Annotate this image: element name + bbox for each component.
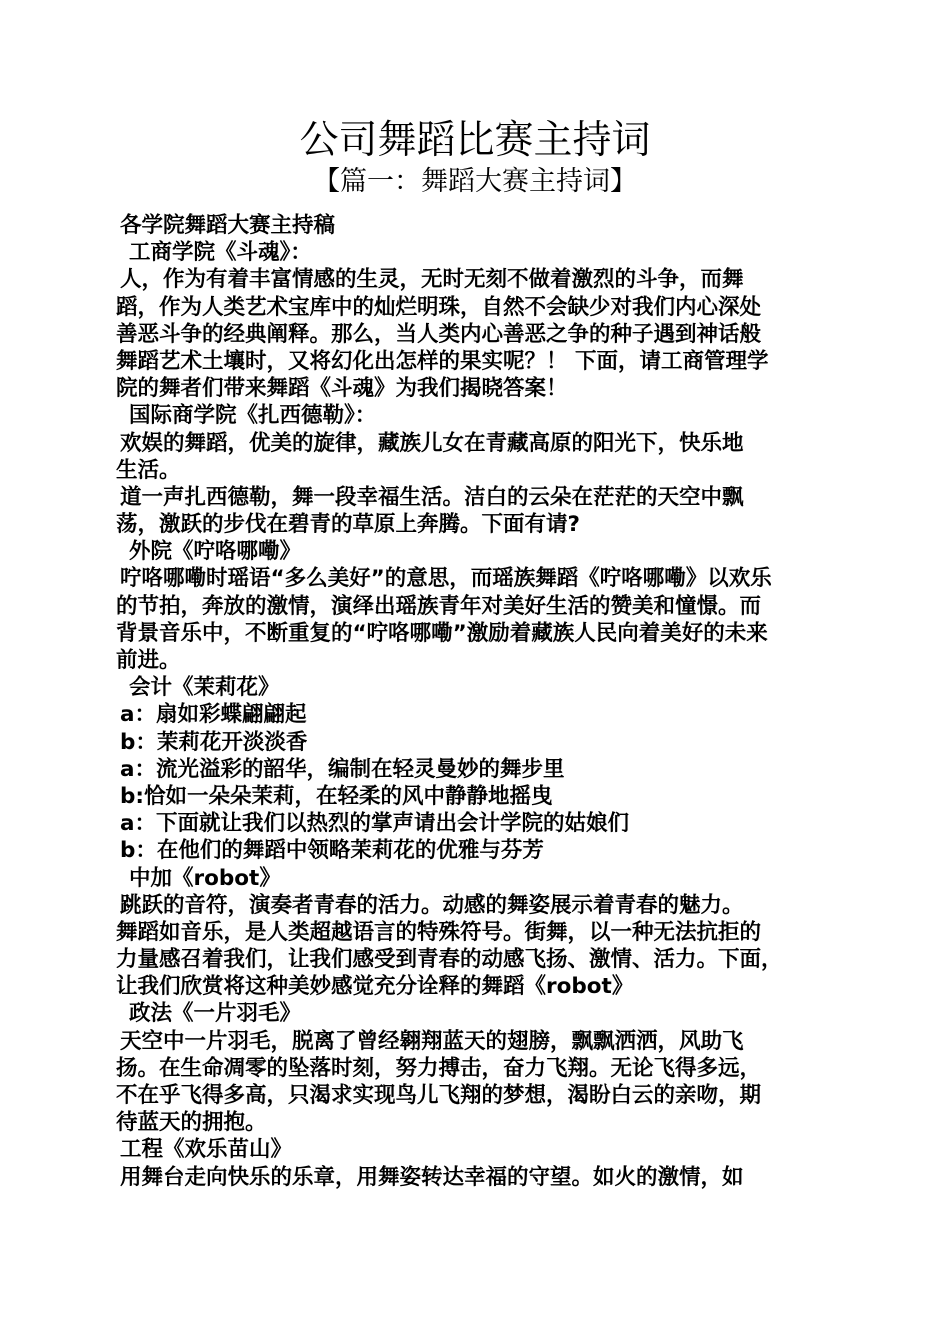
dialogue-line: b：茉莉花开淡淡香 (120, 729, 308, 755)
program-heading: 工程《欢乐苗山》 (120, 1137, 293, 1163)
dialogue-line: b：在他们的舞蹈中领略茉莉花的优雅与芬芳 (120, 838, 544, 864)
program-heading: 会计《茉莉花》 (129, 675, 280, 701)
paragraph-line: 道一声扎西德勒，舞一段幸福生活。洁白的云朵在茫茫的天空中飘 (120, 484, 744, 510)
paragraph-line: 扬。在生命凋零的坠落时刻，努力搏击，奋力飞翔。无论飞得多远， (116, 1055, 762, 1081)
paragraph-line: 的节拍，奔放的激情，演绎出瑶族青年对美好生活的赞美和憧憬。而 (116, 593, 762, 619)
paragraph-line: 欢娱的舞蹈，优美的旋律，藏族儿女在青藏高原的阳光下，快乐地 (120, 430, 744, 456)
paragraph-line: 天空中一片羽毛，脱离了曾经翱翔蓝天的翅膀，飘飘洒洒，风助飞 (120, 1028, 744, 1054)
paragraph-line: 待蓝天的拥抱。 (116, 1110, 267, 1136)
paragraph-line: 院的舞者们带来舞蹈《斗魂》为我们揭晓答案！ (116, 376, 568, 402)
paragraph-line: 前进。 (116, 648, 181, 673)
paragraph-line: 用舞台走向快乐的乐章，用舞姿转达幸福的守望。如火的激情，如 (120, 1164, 744, 1190)
paragraph-line: 力量感召着我们，让我们感受到青春的动感飞扬、激情、活力。下面， (116, 947, 783, 973)
paragraph-line: 让我们欣赏将这种美妙感觉充分诠释的舞蹈《robot》 (116, 974, 634, 1000)
dialogue-line: a：流光溢彩的韶华，编制在轻灵曼妙的舞步里 (120, 756, 565, 782)
paragraph-line: 荡，激跃的步伐在碧青的草原上奔腾。下面有请? (116, 512, 580, 538)
dialogue-line: a：扇如彩蝶翩翩起 (120, 702, 307, 728)
section-heading: 各学院舞蹈大赛主持稿 (120, 213, 336, 238)
program-heading: 政法《一片羽毛》 (129, 1001, 302, 1027)
paragraph-line: 蹈，作为人类艺术宝库中的灿烂明珠，自然不会缺少对我们内心深处 (116, 294, 762, 320)
paragraph-line: 舞蹈艺术土壤时，又将幻化出怎样的果实呢？！ 下面，请工商管理学 (116, 348, 769, 374)
paragraph-line: 背景音乐中，不断重复的“咛咯哪嘞”激励着藏族人民向着美好的未来 (116, 620, 768, 646)
program-heading: 国际商学院《扎西德勒》： (129, 403, 377, 429)
program-heading: 中加《robot》 (129, 865, 281, 891)
paragraph-line: 舞蹈如音乐，是人类超越语言的特殊符号。街舞，以一种无法抗拒的 (116, 919, 762, 945)
paragraph-line: 人，作为有着丰富情感的生灵，无时无刻不做着激烈的斗争，而舞 (120, 267, 744, 293)
paragraph-line: 跳跃的音符，演奏者青春的活力。动感的舞姿展示着青春的魅力。 (120, 892, 744, 918)
dialogue-line: b:恰如一朵朵茉莉，在轻柔的风中静静地摇曳 (120, 783, 553, 809)
document-title: 公司舞蹈比赛主持词 (299, 118, 651, 163)
document-body (116, 212, 846, 1191)
paragraph-line: 不在乎飞得多高，只渴求实现鸟儿飞翔的梦想，渴盼白云的亲吻，期 (116, 1083, 762, 1108)
program-heading: 外院《咛咯哪嘞》 (129, 539, 302, 565)
dialogue-line: a：下面就让我们以热烈的掌声请出会计学院的姑娘们 (120, 811, 630, 837)
paragraph-line: 咛咯哪嘞时瑶语“多么美好”的意思，而瑶族舞蹈《咛咯哪嘞》以欢乐 (120, 566, 772, 592)
program-heading: 工商学院《斗魂》： (129, 240, 312, 266)
document-subtitle: 【篇一：舞蹈大赛主持词】 (313, 166, 637, 197)
paragraph-line: 生活。 (116, 457, 181, 483)
paragraph-line: 善恶斗争的经典阐释。那么，当人类内心善恶之争的种子遇到神话般 (116, 321, 762, 347)
